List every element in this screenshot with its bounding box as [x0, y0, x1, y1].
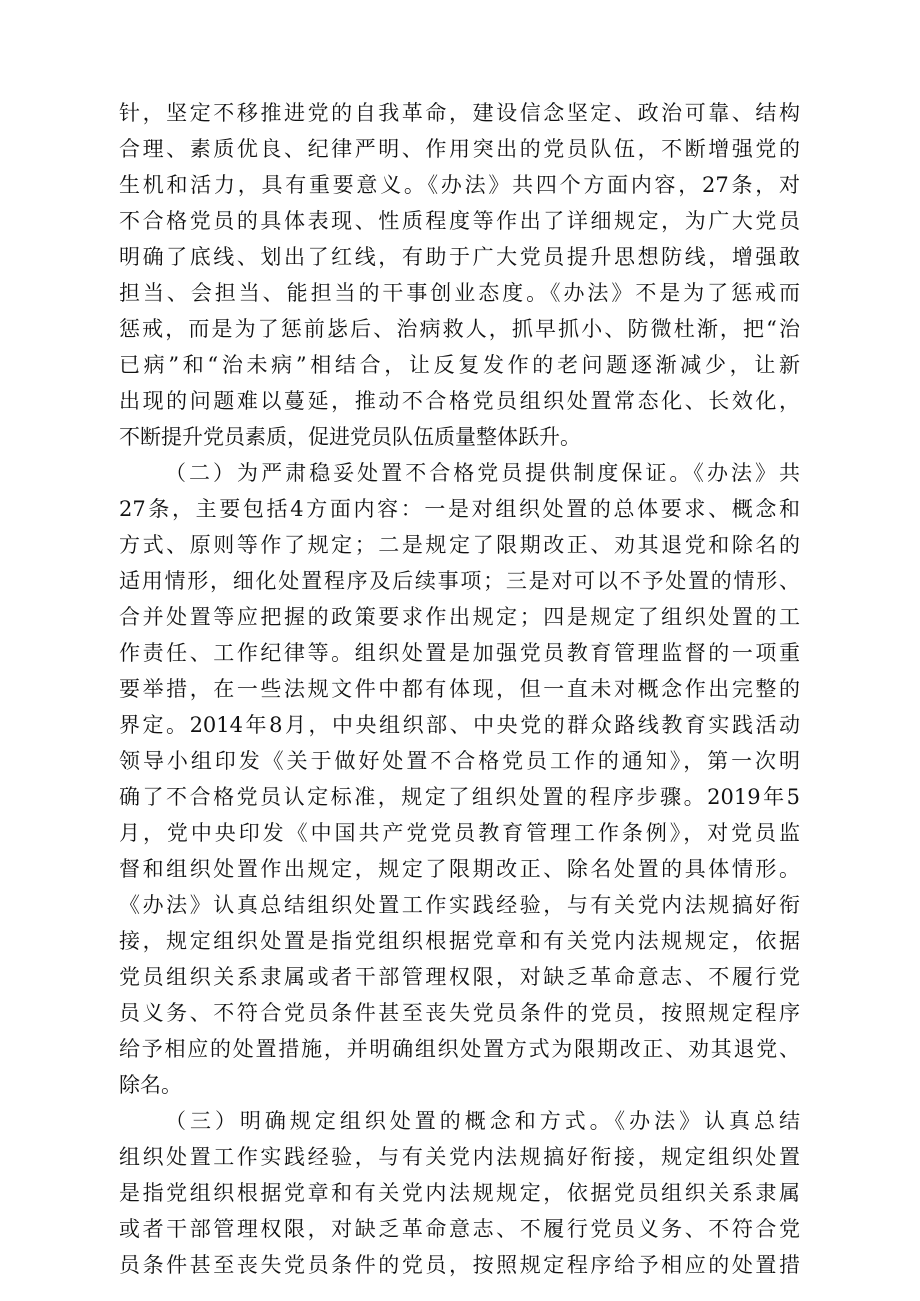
text-line: 党员组织关系隶属或者干部管理权限，对缺乏革命意志、不履行党 [119, 965, 800, 989]
text-line: 接，规定组织处置是指党组织根据党章和有关党内法规规定，依据 [119, 929, 800, 953]
text-line: 针，坚定不移推进党的自我革命，建设信念坚定、政治可靠、结构 [119, 101, 800, 125]
text-line: 要举措，在一些法规文件中都有体现，但一直未对概念作出完整的 [119, 677, 800, 701]
section-heading-2: （二）为严肃稳妥处置不合格党员提供制度保证。《办法》共 [165, 461, 800, 485]
text-line: 合并处置等应把握的政策要求作出规定；四是规定了组织处置的工 [119, 605, 800, 629]
text-line: 适用情形，细化处置程序及后续事项；三是对可以不予处置的情形、 [119, 569, 800, 593]
text-line: 已病”和“治未病”相结合，让反复发作的老问题逐渐减少，让新 [119, 353, 800, 377]
text-line: 担当、会担当、能担当的干事创业态度。《办法》不是为了惩戒而 [119, 281, 800, 305]
text-line: 作责任、工作纪律等。组织处置是加强党员教育管理监督的一项重 [119, 641, 800, 665]
text-line: 月，党中央印发《中国共产党党员教育管理工作条例》，对党员监 [119, 821, 800, 845]
text-line: 员条件甚至丧失党员条件的党员，按照规定程序给予相应的处置措 [119, 1253, 800, 1277]
text-line: 给予相应的处置措施，并明确组织处置方式为限期改正、劝其退党、 [119, 1037, 800, 1061]
section-heading-3: （三）明确规定组织处置的概念和方式。《办法》认真总结 [165, 1109, 800, 1133]
text-line: 界定。2014年8月，中央组织部、中央党的群众路线教育实践活动 [119, 713, 800, 737]
text-line: 或者干部管理权限，对缺乏革命意志、不履行党员义务、不符合党 [119, 1217, 800, 1241]
text-line: 《办法》认真总结组织处置工作实践经验，与有关党内法规搞好衔 [119, 893, 800, 917]
text-line: 出现的问题难以蔓延，推动不合格党员组织处置常态化、长效化， [119, 389, 800, 413]
text-line: 除名。 [119, 1073, 182, 1097]
text-line: 不断提升党员素质，促进党员队伍质量整体跃升。 [119, 425, 581, 449]
text-line: 明确了底线、划出了红线，有助于广大党员提升思想防线，增强敢 [119, 245, 800, 269]
text-line: 27条，主要包括4方面内容：一是对组织处置的总体要求、概念和 [119, 497, 800, 521]
text-line: 督和组织处置作出规定，规定了限期改正、除名处置的具体情形。 [119, 857, 800, 881]
text-line: 确了不合格党员认定标准，规定了组织处置的程序步骤。2019年5 [119, 785, 800, 809]
text-line: 不合格党员的具体表现、性质程度等作出了详细规定，为广大党员 [119, 209, 800, 233]
text-line: 生机和活力，具有重要意义。《办法》共四个方面内容，27条，对 [119, 173, 800, 197]
text-line: 方式、原则等作了规定；二是规定了限期改正、劝其退党和除名的 [119, 533, 800, 557]
text-line: 领导小组印发《关于做好处置不合格党员工作的通知》，第一次明 [119, 749, 800, 773]
text-line: 合理、素质优良、纪律严明、作用突出的党员队伍，不断增强党的 [119, 137, 800, 161]
text-line: 组织处置工作实践经验，与有关党内法规搞好衔接，规定组织处置 [119, 1145, 800, 1169]
text-line: 员义务、不符合党员条件甚至丧失党员条件的党员，按照规定程序 [119, 1001, 800, 1025]
text-line: 惩戒，而是为了惩前毖后、治病救人，抓早抓小、防微杜渐，把“治 [119, 317, 800, 341]
text-line: 是指党组织根据党章和有关党内法规规定，依据党员组织关系隶属 [119, 1181, 800, 1205]
